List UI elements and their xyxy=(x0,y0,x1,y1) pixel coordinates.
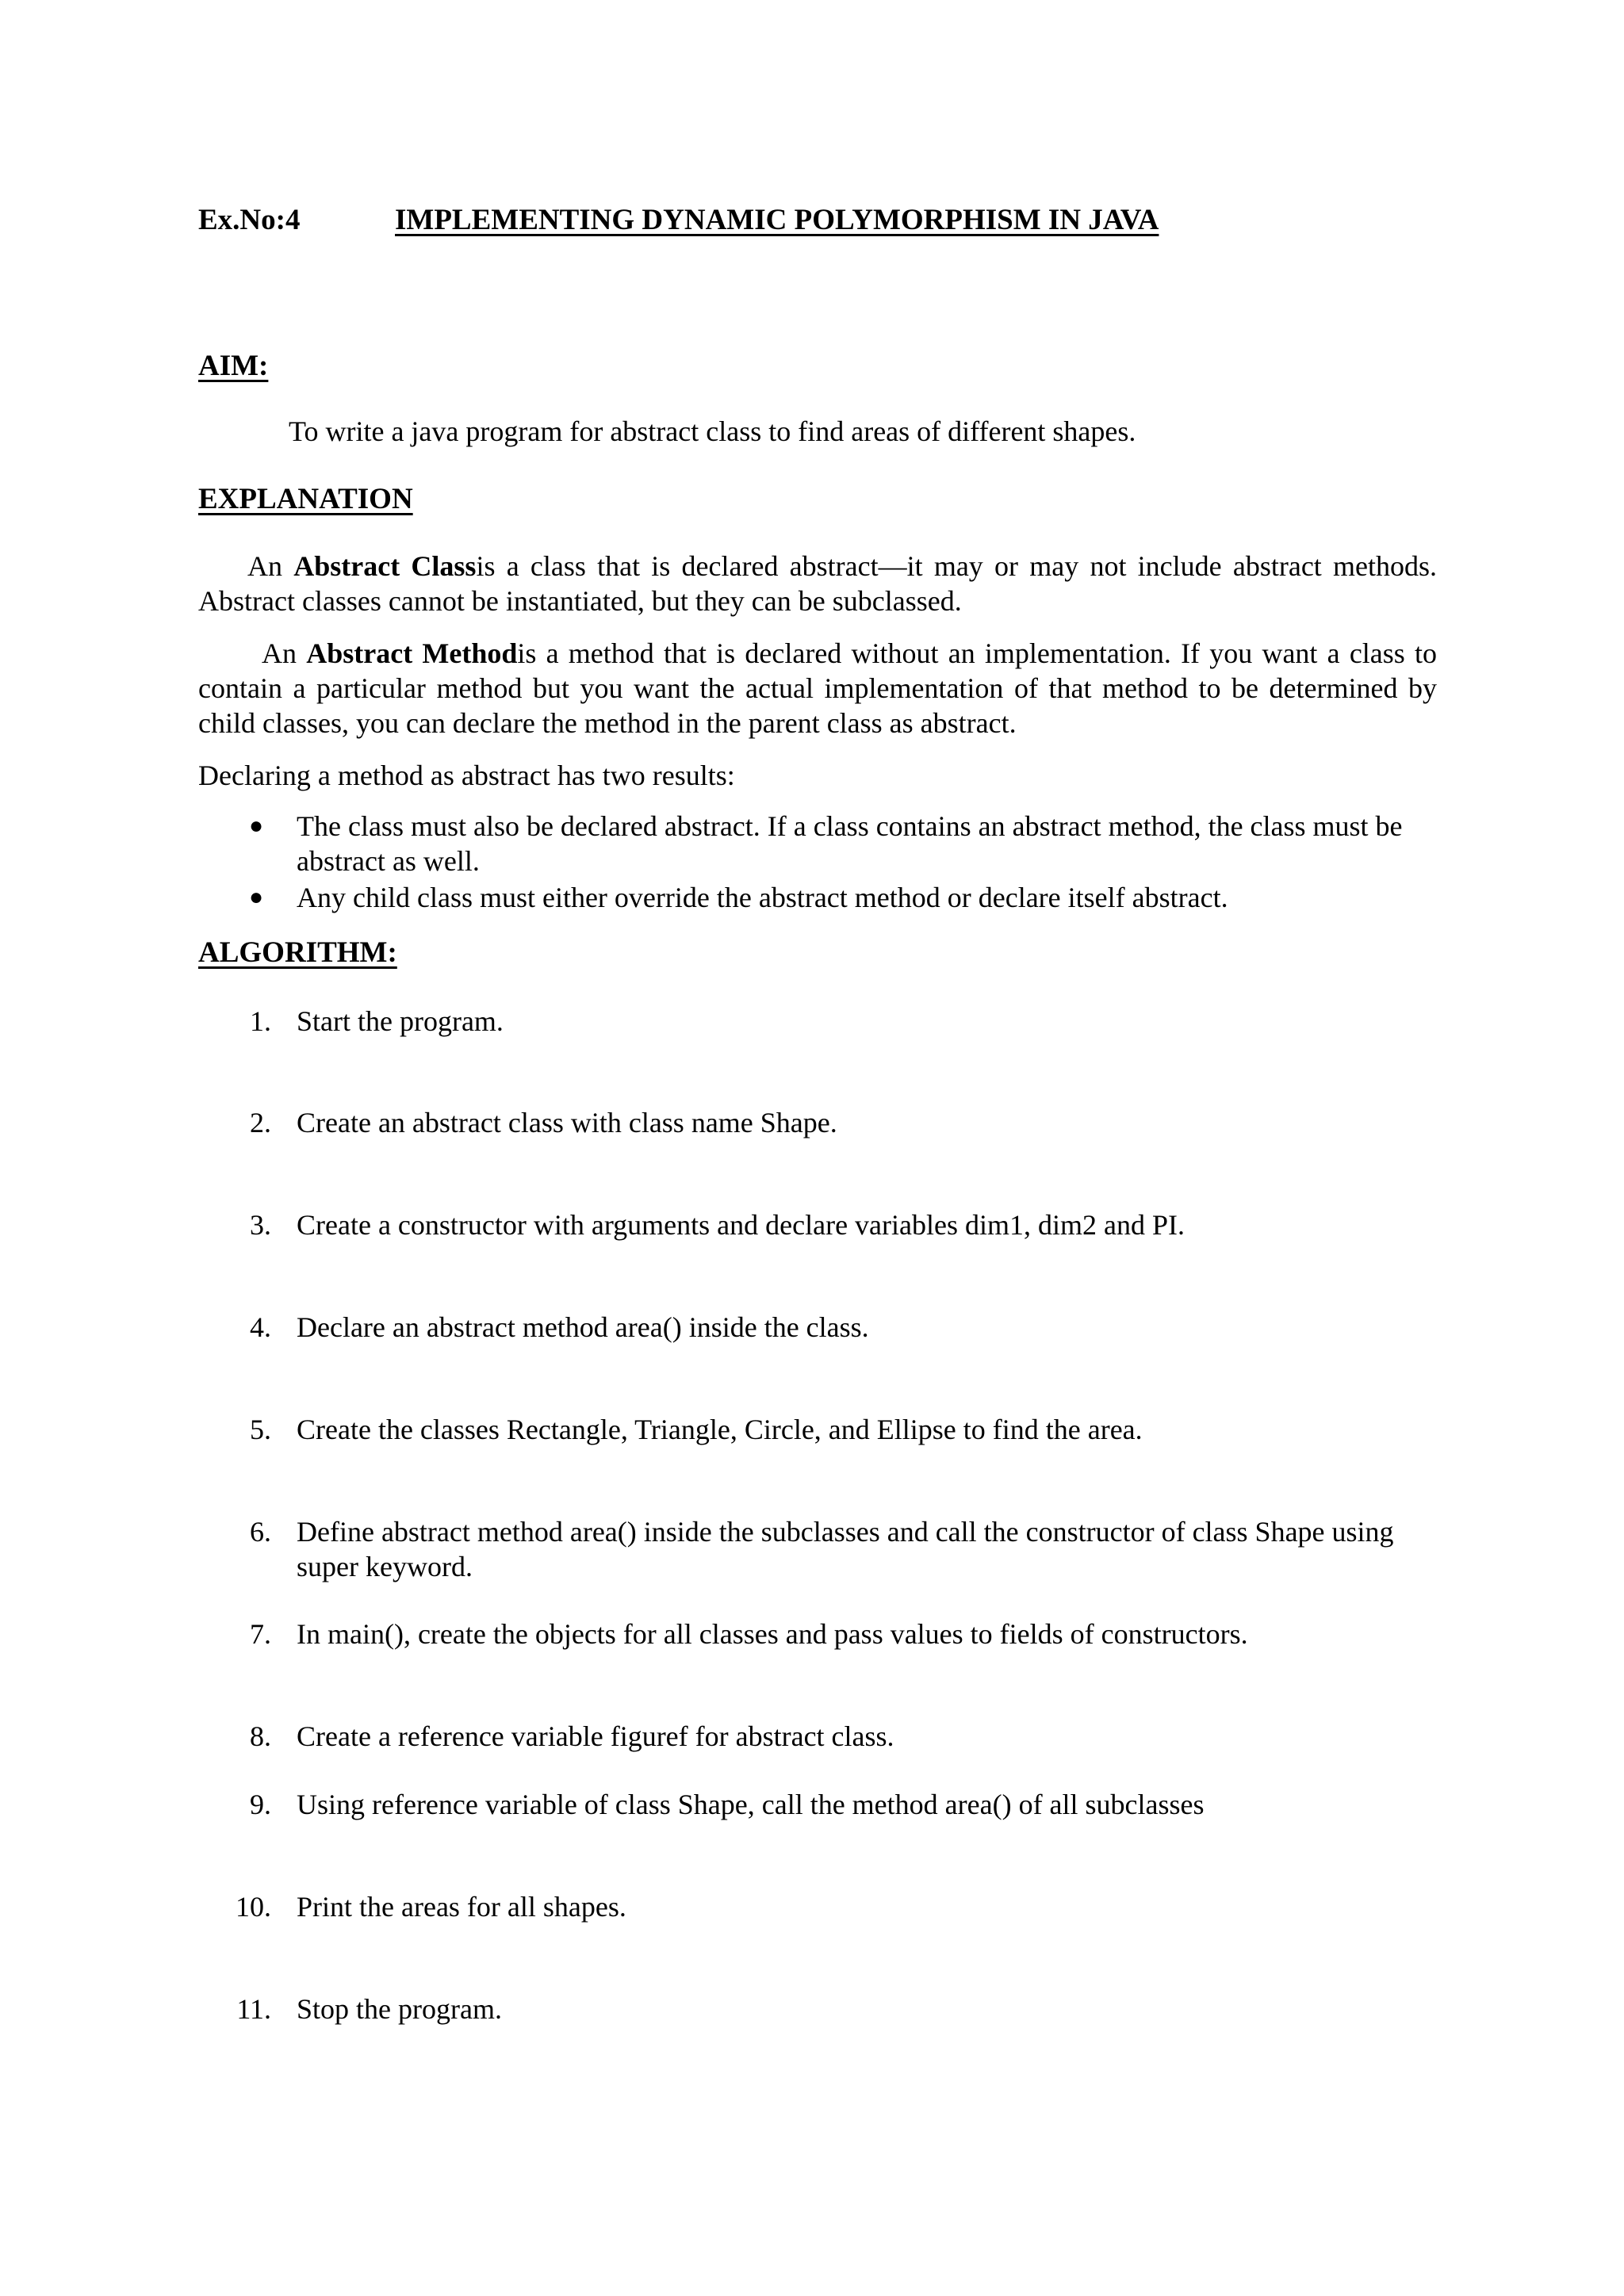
step-number: 6. xyxy=(250,1516,271,1548)
aim-text: To write a java program for abstract class to find areas of different shapes. xyxy=(289,415,1136,447)
bullet-text: The class must also be declared abstract. If a class contains an abstract method, the class must be abstract as well. xyxy=(297,810,1403,877)
bullet-icon: ● xyxy=(249,813,264,839)
step-text: Print the areas for all shapes. xyxy=(297,1891,626,1923)
explanation-paragraph-2 xyxy=(198,636,1437,740)
paragraph-2-body: is a method that is declared without an implementation. If you want a class to contain a particular method but you want the actual implementation of that method to be determined by child classes, you can declare the method in the parent class as abstract. xyxy=(198,637,1438,739)
step-text: Using reference variable of class Shape, call the method area() of all subclasses xyxy=(297,1789,1205,1820)
step-number: 11. xyxy=(236,1993,271,2025)
paragraph-1-body: is a class that is declared abstract—it may or may not include abstract methods. Abstract classes cannot be instantiated, but they can be subclassed. xyxy=(198,550,1438,617)
paragraph-2-prefix: An xyxy=(262,637,307,669)
bullet-item xyxy=(198,809,1437,878)
step-text: Create an abstract class with class name Shape. xyxy=(297,1107,837,1138)
results-bullet-list xyxy=(198,809,1437,916)
algorithm-heading: ALGORITHM: xyxy=(198,936,397,969)
step-text: Create a reference variable figuref for abstract class. xyxy=(297,1720,894,1752)
step-number: 1. xyxy=(250,1005,271,1037)
step-number: 9. xyxy=(250,1789,271,1820)
page-title: IMPLEMENTING DYNAMIC POLYMORPHISM IN JAVA xyxy=(395,204,1159,236)
step-text: Define abstract method area() inside the subclasses and call the constructor of class Shape using super keyword. xyxy=(297,1516,1394,1582)
step-text: In main(), create the objects for all classes and pass values to fields of constructors. xyxy=(297,1618,1248,1650)
step-number: 7. xyxy=(250,1618,271,1650)
step-text: Create a constructor with arguments and declare variables dim1, dim2 and PI. xyxy=(297,1209,1185,1241)
explanation-heading: EXPLANATION xyxy=(198,483,413,515)
abstract-class-term: Abstract Class xyxy=(293,550,477,582)
bullet-icon: ● xyxy=(249,884,264,910)
bullet-item xyxy=(198,880,1437,915)
step-number: 8. xyxy=(250,1720,271,1752)
aim-heading: AIM: xyxy=(198,350,269,382)
step-number: 4. xyxy=(250,1311,271,1343)
step-number: 10. xyxy=(236,1891,271,1923)
step-text: Stop the program. xyxy=(297,1993,502,2025)
paragraph-1-prefix: An xyxy=(247,550,294,582)
explanation-paragraph-3: Declaring a method as abstract has two results: xyxy=(198,760,735,791)
step-number: 3. xyxy=(250,1209,271,1241)
bullet-text: Any child class must either override the abstract method or declare itself abstract. xyxy=(297,882,1228,913)
step-text: Declare an abstract method area() inside the class. xyxy=(297,1311,869,1343)
step-number: 2. xyxy=(250,1107,271,1138)
abstract-method-term: Abstract Method xyxy=(306,637,518,669)
step-number: 5. xyxy=(250,1414,271,1445)
step-text: Create the classes Rectangle, Triangle, Circle, and Ellipse to find the area. xyxy=(297,1414,1143,1445)
exercise-number: Ex.No:4 xyxy=(198,204,301,236)
explanation-paragraph-1 xyxy=(198,549,1437,618)
step-text: Start the program. xyxy=(297,1005,504,1037)
